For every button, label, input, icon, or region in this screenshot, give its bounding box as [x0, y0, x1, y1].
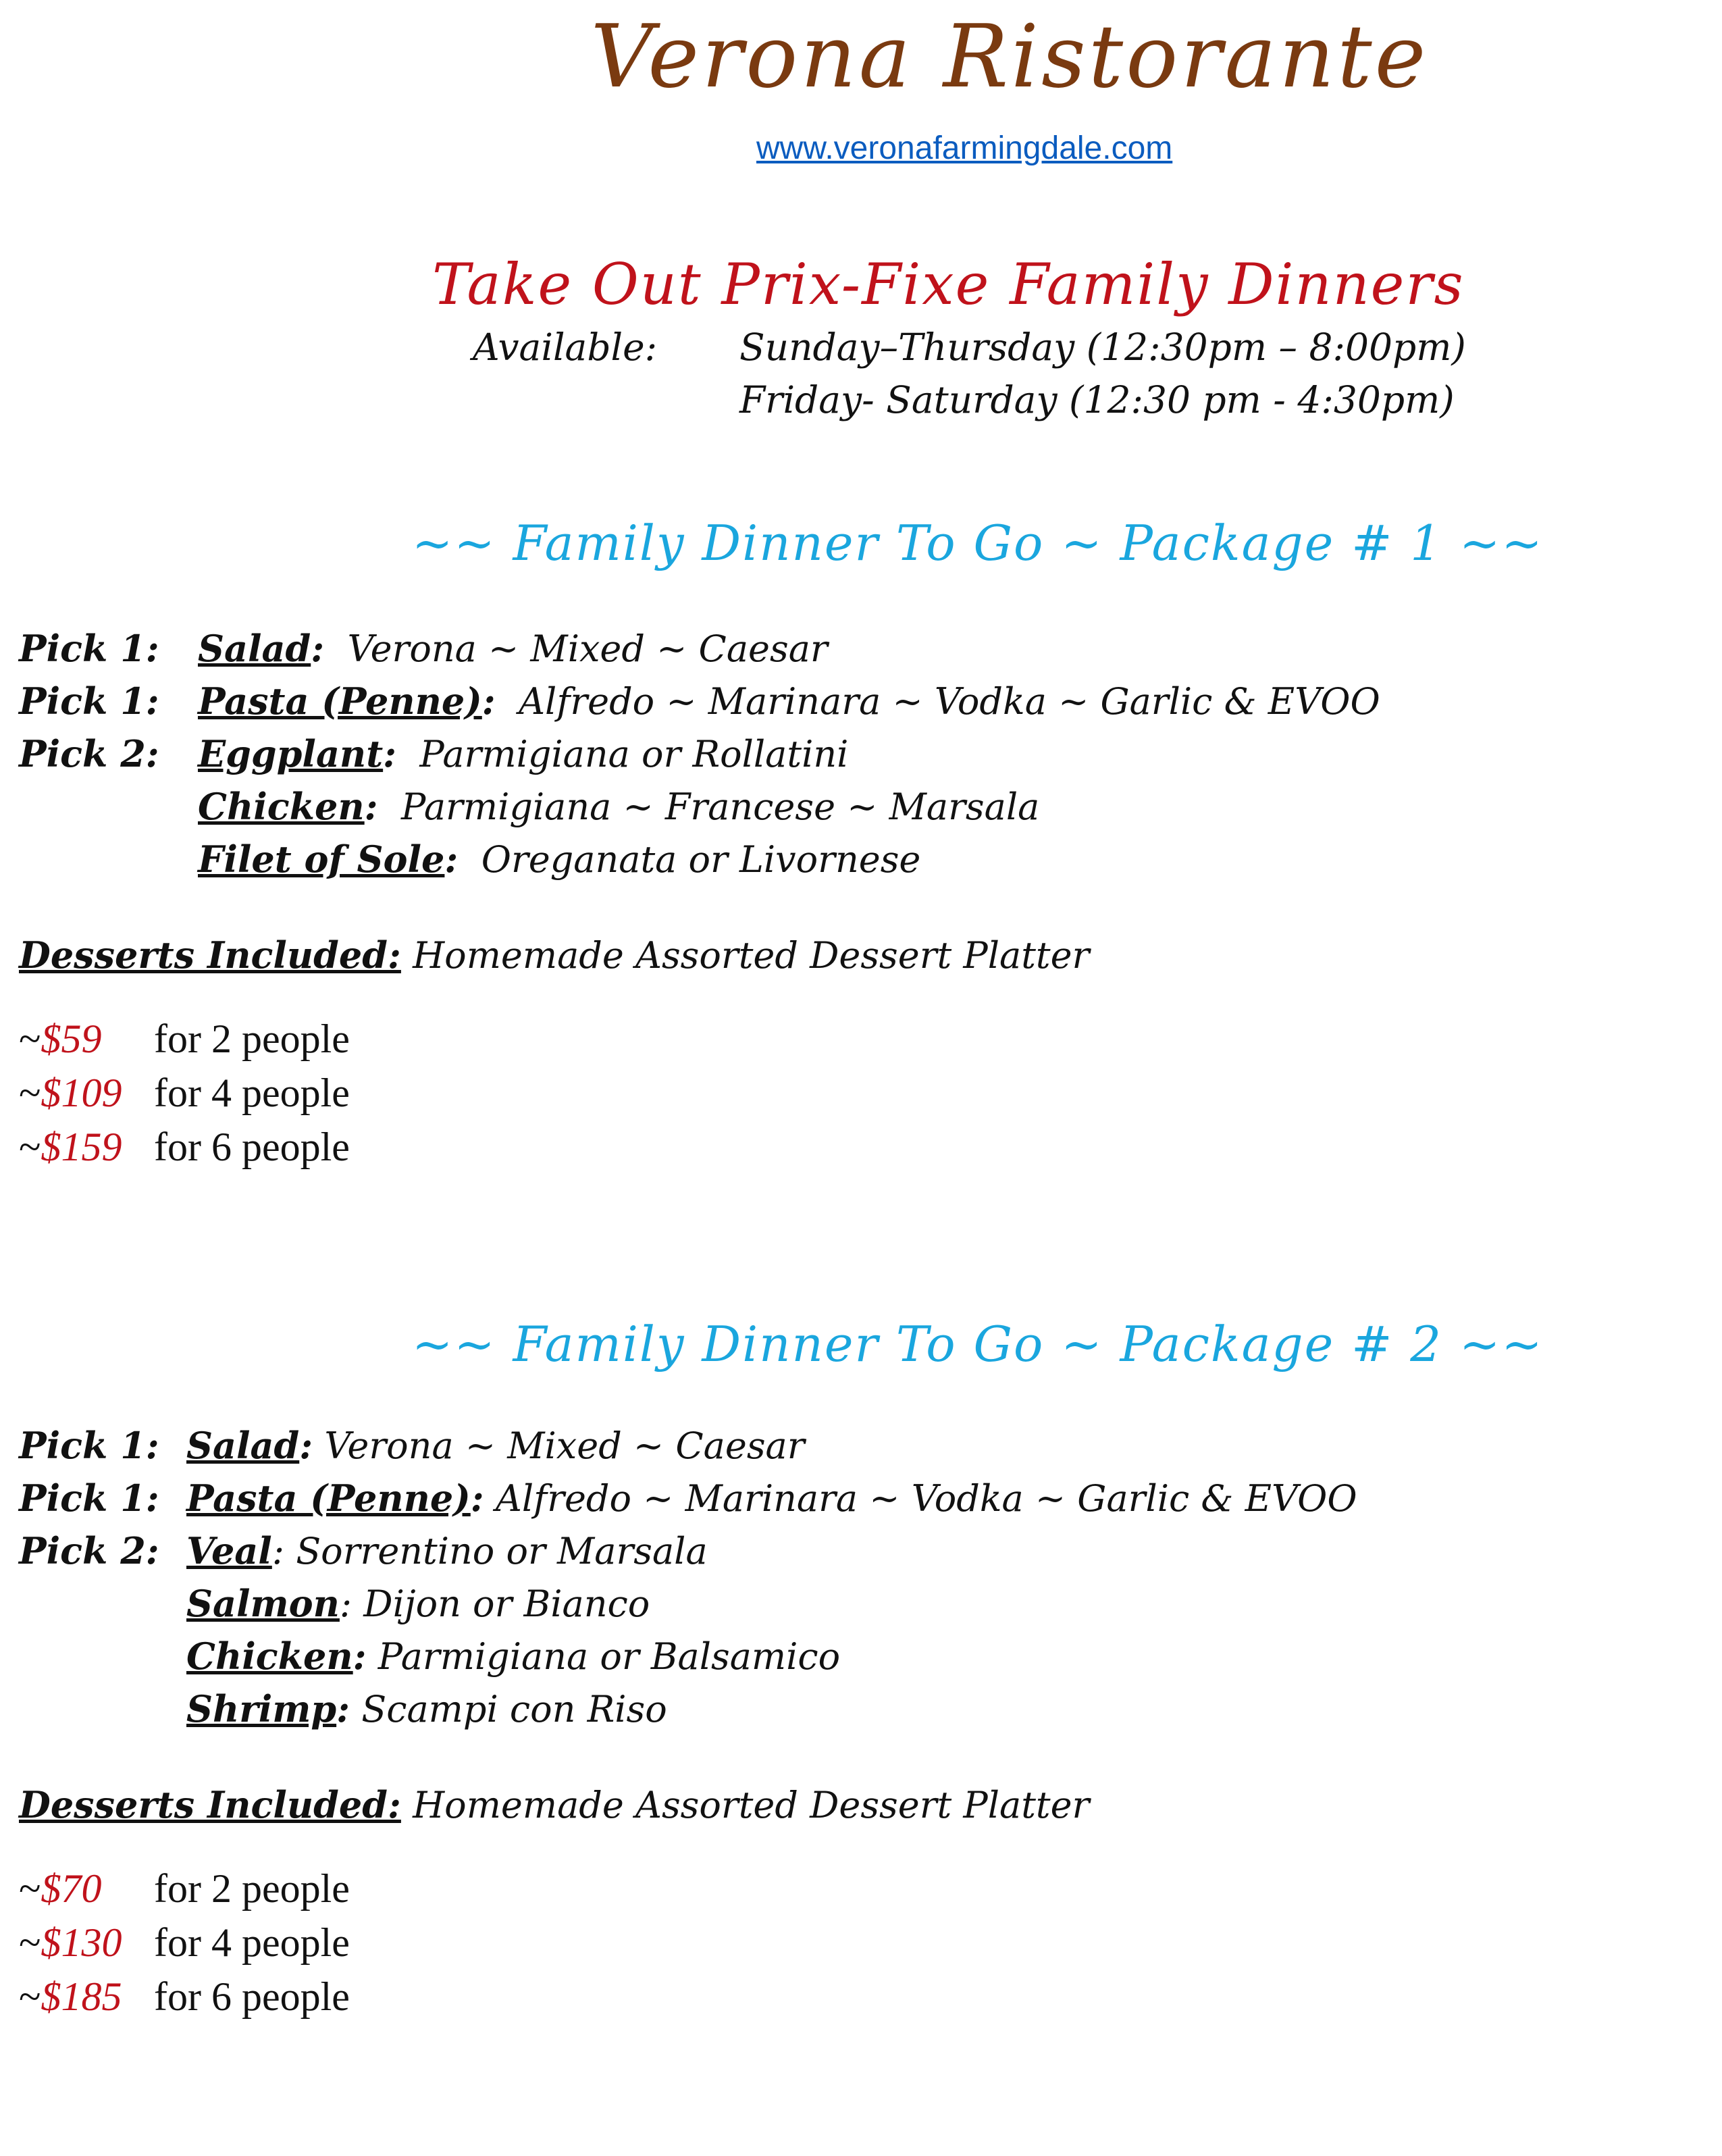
package-1-row-salad: Pick 1: Salad: Verona ~ Mixed ~ Caesar — [19, 627, 828, 670]
pick-label: Pick 1: — [19, 679, 159, 723]
price-text: for 2 people — [154, 1866, 350, 1911]
package-1-price-4: ~$109 for 4 people — [19, 1071, 350, 1115]
category-options: Dijon or Bianco — [363, 1583, 650, 1625]
category-label: Salad — [186, 1424, 300, 1467]
availability-weekday-hours: Sunday–Thursday (12:30pm – 8:00pm) — [739, 326, 1466, 369]
category-options: Parmigiana or Rollatini — [419, 733, 849, 775]
package-1-heading: ~~ Family Dinner To Go ~ Package # 1 ~~ — [412, 515, 1544, 571]
package-1-row-pasta: Pick 1: Pasta (Penne): Alfredo ~ Marinara ~ Vodka ~ Garlic & EVOO — [19, 679, 1380, 723]
category-label: Pasta (Penne) — [198, 679, 482, 723]
category-label: Salmon — [186, 1582, 340, 1625]
price-text: for 6 people — [154, 1974, 350, 2019]
category-label: Eggplant — [198, 732, 384, 775]
package-2-price-2: ~$70 for 2 people — [19, 1866, 350, 1911]
package-2-price-6: ~$185 for 6 people — [19, 1974, 350, 2019]
pick-label: Pick 2: — [19, 732, 159, 775]
category-label: Filet of Sole — [198, 838, 445, 881]
package-2-row-pasta: Pick 1: Pasta (Penne): Alfredo ~ Marinara ~ Vodka ~ Garlic & EVOO — [19, 1477, 1357, 1520]
desserts-label: Desserts Included: — [19, 933, 401, 977]
category-label: Shrimp — [186, 1687, 337, 1730]
price-text: for 4 people — [154, 1920, 350, 1965]
pick-label: Pick 1: — [19, 1477, 159, 1520]
menu-subtitle: Take Out Prix-Fixe Family Dinners — [432, 251, 1465, 317]
category-options: Verona ~ Mixed ~ Caesar — [324, 1424, 805, 1467]
pick-label: Pick 1: — [19, 1424, 159, 1467]
category-options: Sorrentino or Marsala — [296, 1530, 708, 1572]
category-label: Salad — [198, 627, 311, 670]
category-options: Oreganata or Livornese — [481, 838, 921, 881]
category-options: Parmigiana ~ Francese ~ Marsala — [400, 786, 1040, 828]
package-1-row-eggplant: Pick 2: Eggplant: Parmigiana or Rollatini — [19, 732, 849, 775]
restaurant-title: Verona Ristorante — [590, 7, 1429, 107]
package-2-row-veal: Pick 2: Veal: Sorrentino or Marsala — [19, 1529, 708, 1572]
pick-label: Pick 2: — [19, 1529, 159, 1572]
availability-label: Available: — [473, 326, 658, 369]
price-text: for 4 people — [154, 1071, 350, 1115]
desserts-text: Homemade Assorted Dessert Platter — [413, 1784, 1090, 1826]
package-2-price-4: ~$130 for 4 people — [19, 1920, 350, 1965]
category-label: Veal — [186, 1529, 272, 1572]
category-label: Pasta (Penne) — [186, 1477, 471, 1520]
website-link[interactable]: www.veronafarmingdale.com — [756, 130, 1173, 166]
availability-weekend-hours: Friday- Saturday (12:30 pm - 4:30pm) — [739, 378, 1455, 421]
price-text: for 6 people — [154, 1125, 350, 1169]
category-label: Chicken — [198, 785, 365, 828]
price-value: $185 — [41, 1974, 122, 2019]
package-2-heading: ~~ Family Dinner To Go ~ Package # 2 ~~ — [412, 1316, 1544, 1372]
category-label: Chicken — [186, 1635, 353, 1678]
package-1-price-6: ~$159 for 6 people — [19, 1125, 350, 1169]
package-1-price-2: ~$59 for 2 people — [19, 1017, 350, 1061]
pick-label: Pick 1: — [19, 627, 159, 670]
price-value: $59 — [41, 1017, 102, 1061]
price-text: for 2 people — [154, 1017, 350, 1061]
price-value: $130 — [41, 1920, 122, 1965]
package-2-row-salad: Pick 1: Salad: Verona ~ Mixed ~ Caesar — [19, 1424, 805, 1467]
desserts-label: Desserts Included: — [19, 1783, 401, 1826]
package-2-desserts — [19, 1783, 1089, 1826]
category-options: Parmigiana or Balsamico — [377, 1635, 841, 1678]
category-options: Alfredo ~ Marinara ~ Vodka ~ Garlic & EVOO — [495, 1477, 1357, 1520]
price-value: $159 — [41, 1125, 122, 1169]
category-options: Verona ~ Mixed ~ Caesar — [347, 627, 828, 670]
package-1-desserts — [19, 933, 1089, 977]
price-value: $109 — [41, 1071, 122, 1115]
category-options: Scampi con Riso — [361, 1688, 667, 1730]
price-value: $70 — [41, 1866, 102, 1911]
category-options: Alfredo ~ Marinara ~ Vodka ~ Garlic & EVOO — [519, 680, 1380, 723]
desserts-text: Homemade Assorted Dessert Platter — [413, 934, 1090, 977]
